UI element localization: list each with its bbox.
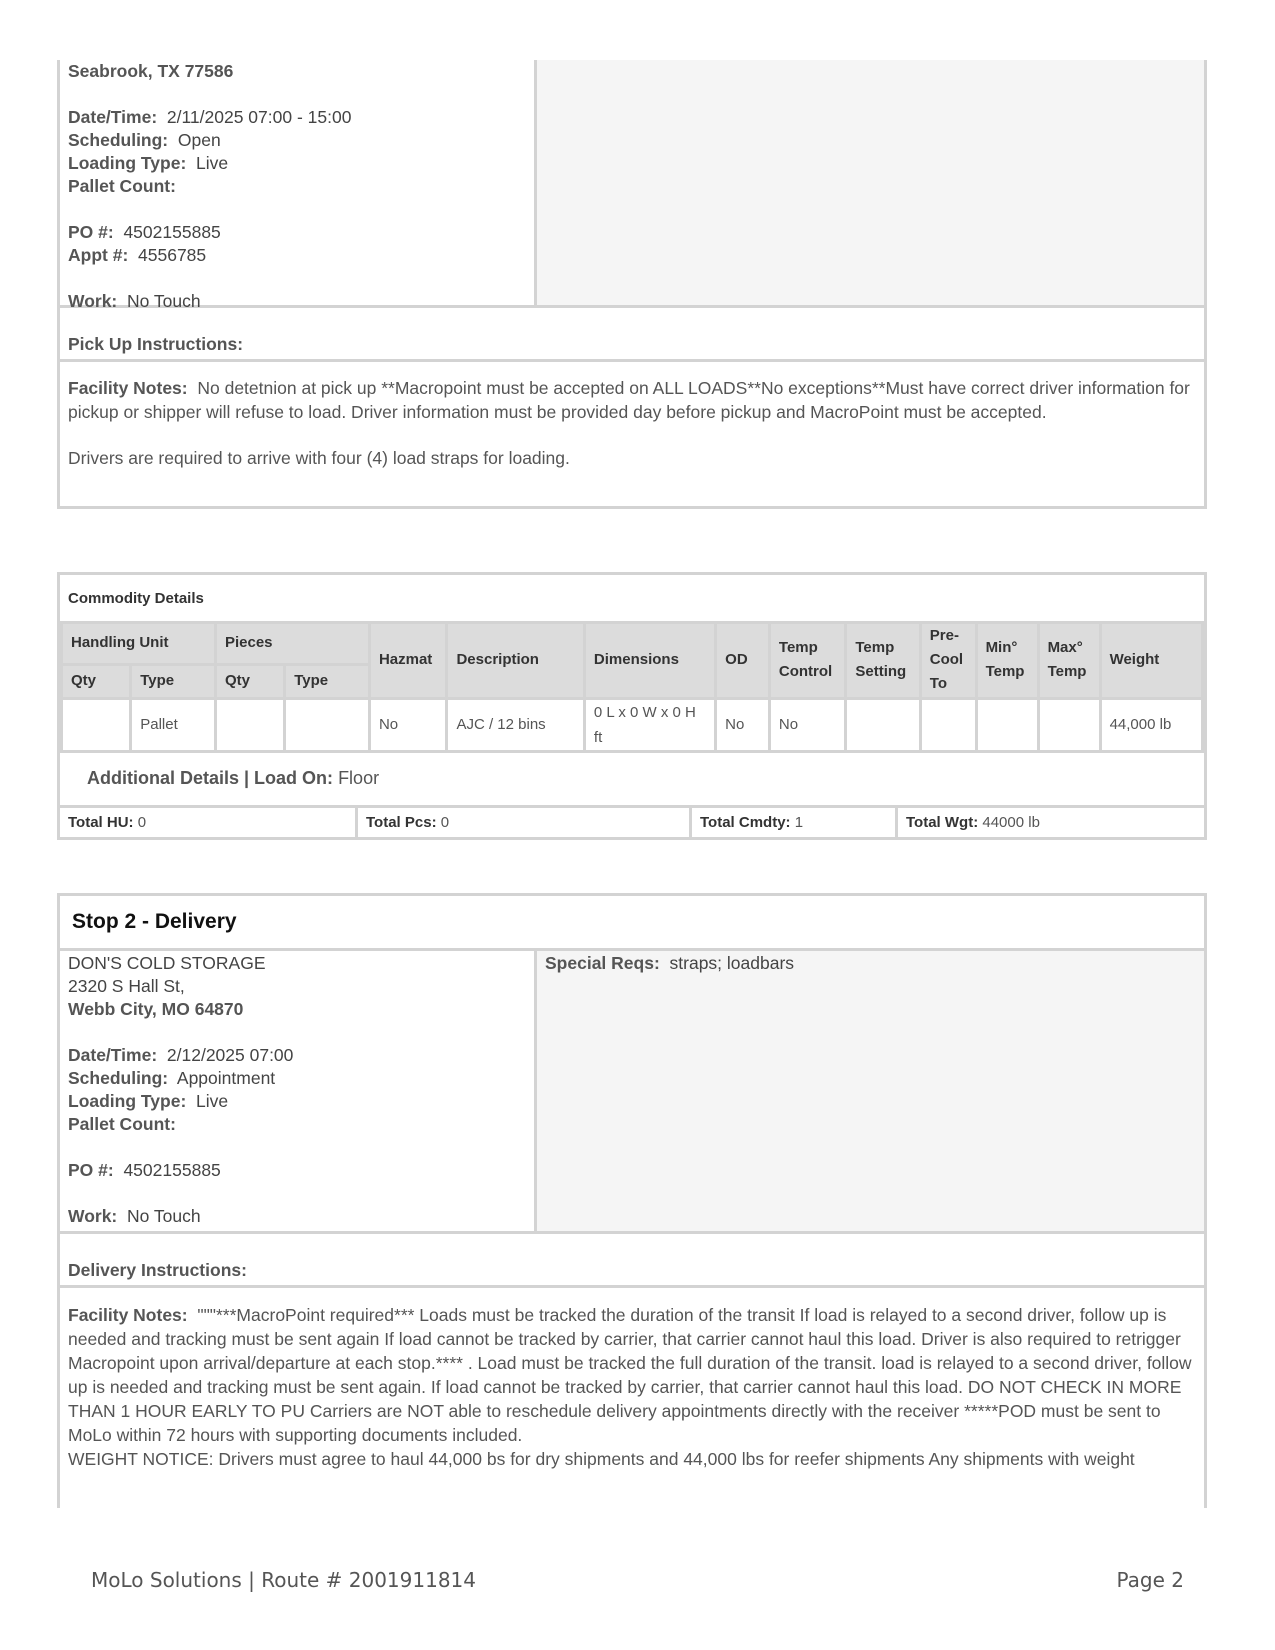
- stop1-instructions-row: [60, 308, 1204, 362]
- stop1-appt: Appt #: 4556785: [68, 245, 207, 265]
- stop1-address-block: [60, 60, 537, 311]
- header-od: OD: [716, 624, 770, 698]
- stop1-info-row: [60, 60, 1204, 311]
- stop2-city: Webb City, MO 64870: [68, 999, 244, 1019]
- header-temp-setting: Temp Setting: [846, 624, 920, 698]
- header-pre-cool: Pre-Cool To: [920, 624, 976, 698]
- cell-temp-setting: [846, 698, 920, 751]
- stop1-work: Work: No Touch: [68, 291, 201, 311]
- stop2-scheduling: Scheduling: Appointment: [68, 1068, 276, 1088]
- stop1-datetime: Date/Time: 2/11/2025 07:00 - 15:00: [68, 107, 352, 127]
- total-pcs: Total Pcs: 0: [358, 808, 692, 837]
- header-description: Description: [447, 624, 584, 698]
- cell-max-temp: [1038, 698, 1100, 751]
- cell-pc-type: [285, 698, 370, 751]
- header-dimensions: Dimensions: [584, 624, 715, 698]
- stop2-card: [57, 893, 1207, 1508]
- cell-hazmat: No: [369, 698, 447, 751]
- stop2-loading-type: Loading Type: Live: [68, 1091, 229, 1111]
- commodity-card: [57, 572, 1207, 840]
- footer-route: MoLo Solutions | Route # 2001911814: [91, 1568, 476, 1592]
- header-temp-control: Temp Control: [769, 624, 845, 698]
- header-pieces: Pieces: [215, 624, 369, 664]
- footer-page-number: Page 2: [1116, 1568, 1184, 1592]
- stop1-city: Seabrook, TX 77586: [68, 61, 234, 81]
- total-wgt: Total Wgt: 44000 lb: [906, 813, 1040, 831]
- stop2-instructions-row: [60, 1234, 1204, 1288]
- stop2-pallet-count: Pallet Count:: [68, 1114, 176, 1134]
- header-hazmat: Hazmat: [369, 624, 447, 698]
- header-handling-unit: Handling Unit: [62, 624, 216, 664]
- stop2-special-block: [537, 951, 1204, 1231]
- stop2-notes-row: [60, 1288, 1204, 1508]
- stop1-pallet-count: Pallet Count:: [68, 176, 176, 196]
- stop2-weight-notice: WEIGHT NOTICE: Drivers must agree to haul 44,000 bs for dry shipments and 44,000 lbs for reefer shipments Any shipments with weight: [68, 1449, 1135, 1469]
- stop2-facility-notes: Facility Notes: """***MacroPoint required*** Loads must be tracked the duration of the transit If load is relayed to a second driver, follow up is needed and tracking must be sent again If load cannot be tracked by carrier, that carrier cannot haul this load. Driver is also required to retrigger Macropoint upon arrival/departure at each stop.**** . Load must be tracked the full duration of the transit. load is relayed to a second driver, follow up is needed and tracking must be sent again. If load cannot be tracked by carrier, that carrier cannot haul this load. DO NOT CHECK IN MORE THAN 1 HOUR EARLY TO PU Carriers are NOT able to reschedule delivery appointments directly with the receiver *****POD must be sent to MoLo within 72 hours with supporting documents included. WEIGHT NOTICE: Drivers must agree to haul 44,000 bs for dry shipments and 44,000 lbs for reefer shipments Any shipments with weight: [60, 1288, 1204, 1508]
- cell-pre-cool: [920, 698, 976, 751]
- cell-hu-type: Pallet: [131, 698, 216, 751]
- cell-od: No: [716, 698, 770, 751]
- additional-details: Additional Details | Load On: Floor: [87, 768, 380, 788]
- stop2-address-block: [60, 951, 537, 1231]
- stop2-title: Stop 2 - Delivery: [60, 896, 1204, 951]
- cell-description: AJC / 12 bins: [447, 698, 584, 751]
- stop2-instructions-label: Delivery Instructions:: [68, 1260, 247, 1280]
- total-cmdty: Total Cmdty: 1: [692, 808, 898, 837]
- stop2-work: Work: No Touch: [68, 1206, 201, 1226]
- stop2-datetime: Date/Time: 2/12/2025 07:00: [68, 1045, 294, 1065]
- stop1-notes-row: [60, 362, 1204, 506]
- commodity-title: Commodity Details: [60, 575, 1204, 624]
- stop1-instructions-label: Pick Up Instructions:: [68, 334, 244, 354]
- commodity-table: [60, 624, 1204, 753]
- stop2-street: 2320 S Hall St,: [68, 976, 185, 996]
- stop1-card: [57, 60, 1207, 509]
- commodity-totals: [60, 805, 1204, 837]
- stop2-info-row: [60, 951, 1204, 1234]
- stop2-po: PO #: 4502155885: [68, 1160, 221, 1180]
- table-row: [62, 698, 1203, 751]
- cell-pc-qty: [215, 698, 284, 751]
- header-pc-qty: Qty: [215, 664, 284, 698]
- header-hu-type: Type: [131, 664, 216, 698]
- cell-dimensions: 0 L x 0 W x 0 H ft: [584, 698, 715, 751]
- header-hu-qty: Qty: [62, 664, 131, 698]
- cell-temp-control: No: [769, 698, 845, 751]
- header-max-temp: Max° Temp: [1038, 624, 1100, 698]
- stop2-special-reqs: Special Reqs: straps; loadbars: [545, 953, 795, 973]
- total-hu: Total HU: 0: [60, 808, 358, 837]
- stop1-scheduling: Scheduling: Open: [68, 130, 221, 150]
- header-pc-type: Type: [285, 664, 370, 698]
- stop2-company: DON'S COLD STORAGE: [68, 953, 266, 973]
- cell-min-temp: [976, 698, 1038, 751]
- stop1-special-block: [537, 60, 1204, 305]
- stop1-loading-type: Loading Type: Live: [68, 153, 229, 173]
- cell-hu-qty: [62, 698, 131, 751]
- stop1-po: PO #: 4502155885: [68, 222, 221, 242]
- stop1-facility-notes: Facility Notes: No detetnion at pick up **Macropoint must be accepted on ALL LOADS**No exceptions**Must have correct driver information for pickup or shipper will refuse to load. Driver information must be provided day before pickup and MacroPoint must be accepted. Drivers are required to arrive with four (4) load straps for loading.: [60, 362, 1204, 506]
- header-weight: Weight: [1100, 624, 1202, 698]
- header-min-temp: Min° Temp: [976, 624, 1038, 698]
- cell-weight: 44,000 lb: [1100, 698, 1202, 751]
- stop1-facility-notes-2: Drivers are required to arrive with four (4) load straps for loading.: [68, 448, 570, 468]
